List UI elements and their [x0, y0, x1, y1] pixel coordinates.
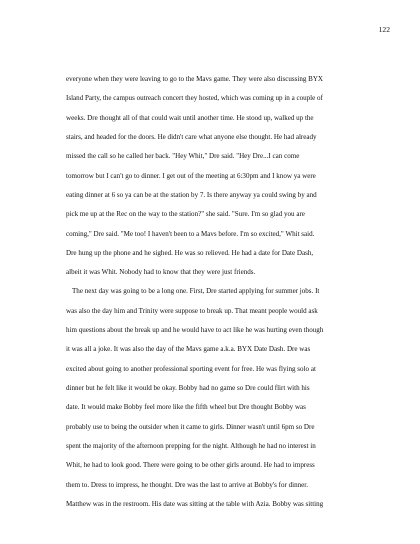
text-line: Dre hung up the phone and he sighed. He was so relieved. He had a date for Date Dash,: [66, 248, 314, 257]
text-line: was also the day him and Trinity were suppose to break up. That meant people would ask: [66, 306, 318, 315]
text-line: it was all a joke. It was also the day of the Mavs game a.k.a. BYX Date Dash. Dre was: [66, 345, 311, 354]
text-line: them to. Dress to impress, he thought. Dre was the last to arrive at Bobby's for dinner.: [66, 480, 308, 489]
text-line: probably use to being the outsider when it came to girls. Dinner wasn't until 6pm so Dre: [66, 422, 315, 431]
text-line: dinner but he felt like it would be okay. Bobby had no game so Dre could flirt with his: [66, 384, 310, 392]
text-line: Island Party, the campus outreach concert they hosted, which was coming up in a couple of: [66, 94, 323, 103]
text-line: missed the call so he called her back. "Hey Whit," Dre said. "Hey Dre...I can come: [66, 152, 300, 161]
text-line: Whit, he had to look good. There were going to be other girls around. He had to impress: [66, 461, 315, 470]
text-line: weeks. Dre thought all of that could wait until another time. He stood up, walked up the: [66, 113, 314, 122]
text-line: excited about going to another professional sporting event for free. He was flying solo at: [66, 364, 316, 373]
text-line: eating dinner at 6 so ya can be at the station by 7. Is there anyway ya could swing by and: [66, 190, 317, 199]
text-line: stairs, and headed for the doors. He didn't care what anyone else thought. He had already: [66, 132, 317, 141]
body-text: [66, 70, 370, 514]
text-line: everyone when they were leaving to go to the Mavs game. They were also discussing BYX: [66, 75, 324, 83]
text-line: spent the majority of the afternoon prepping for the night. Although he had no interest in: [66, 441, 316, 450]
text-line: tomorrow but I can't go to dinner. I get out of the meeting at 6:30pm and I know ya were: [66, 171, 316, 180]
paragraph-start-line: The next day was going to be a long one. First, Dre started applying for summer jobs. It: [72, 287, 320, 296]
text-line: pick me up at the Rec on the way to the station?" she said. "Sure. I'm so glad you are: [66, 210, 305, 219]
text-line: albeit it was Whit. Nobody had to know that they were just friends.: [66, 268, 256, 277]
page-number: 122: [378, 25, 390, 34]
text-line: Matthew was in the restroom. His date was sitting at the table with Azia. Bobby was sitting: [66, 499, 324, 508]
text-line: him questions about the break up and he would have to act like he was hurting even though: [66, 326, 324, 335]
text-line: date. It would make Bobby feel more like the fifth wheel but Dre thought Bobby was: [66, 403, 306, 412]
text-line: coming," Dre said. "Me too! I haven't been to a Mavs before. I'm so excited," Whit said.: [66, 229, 315, 238]
